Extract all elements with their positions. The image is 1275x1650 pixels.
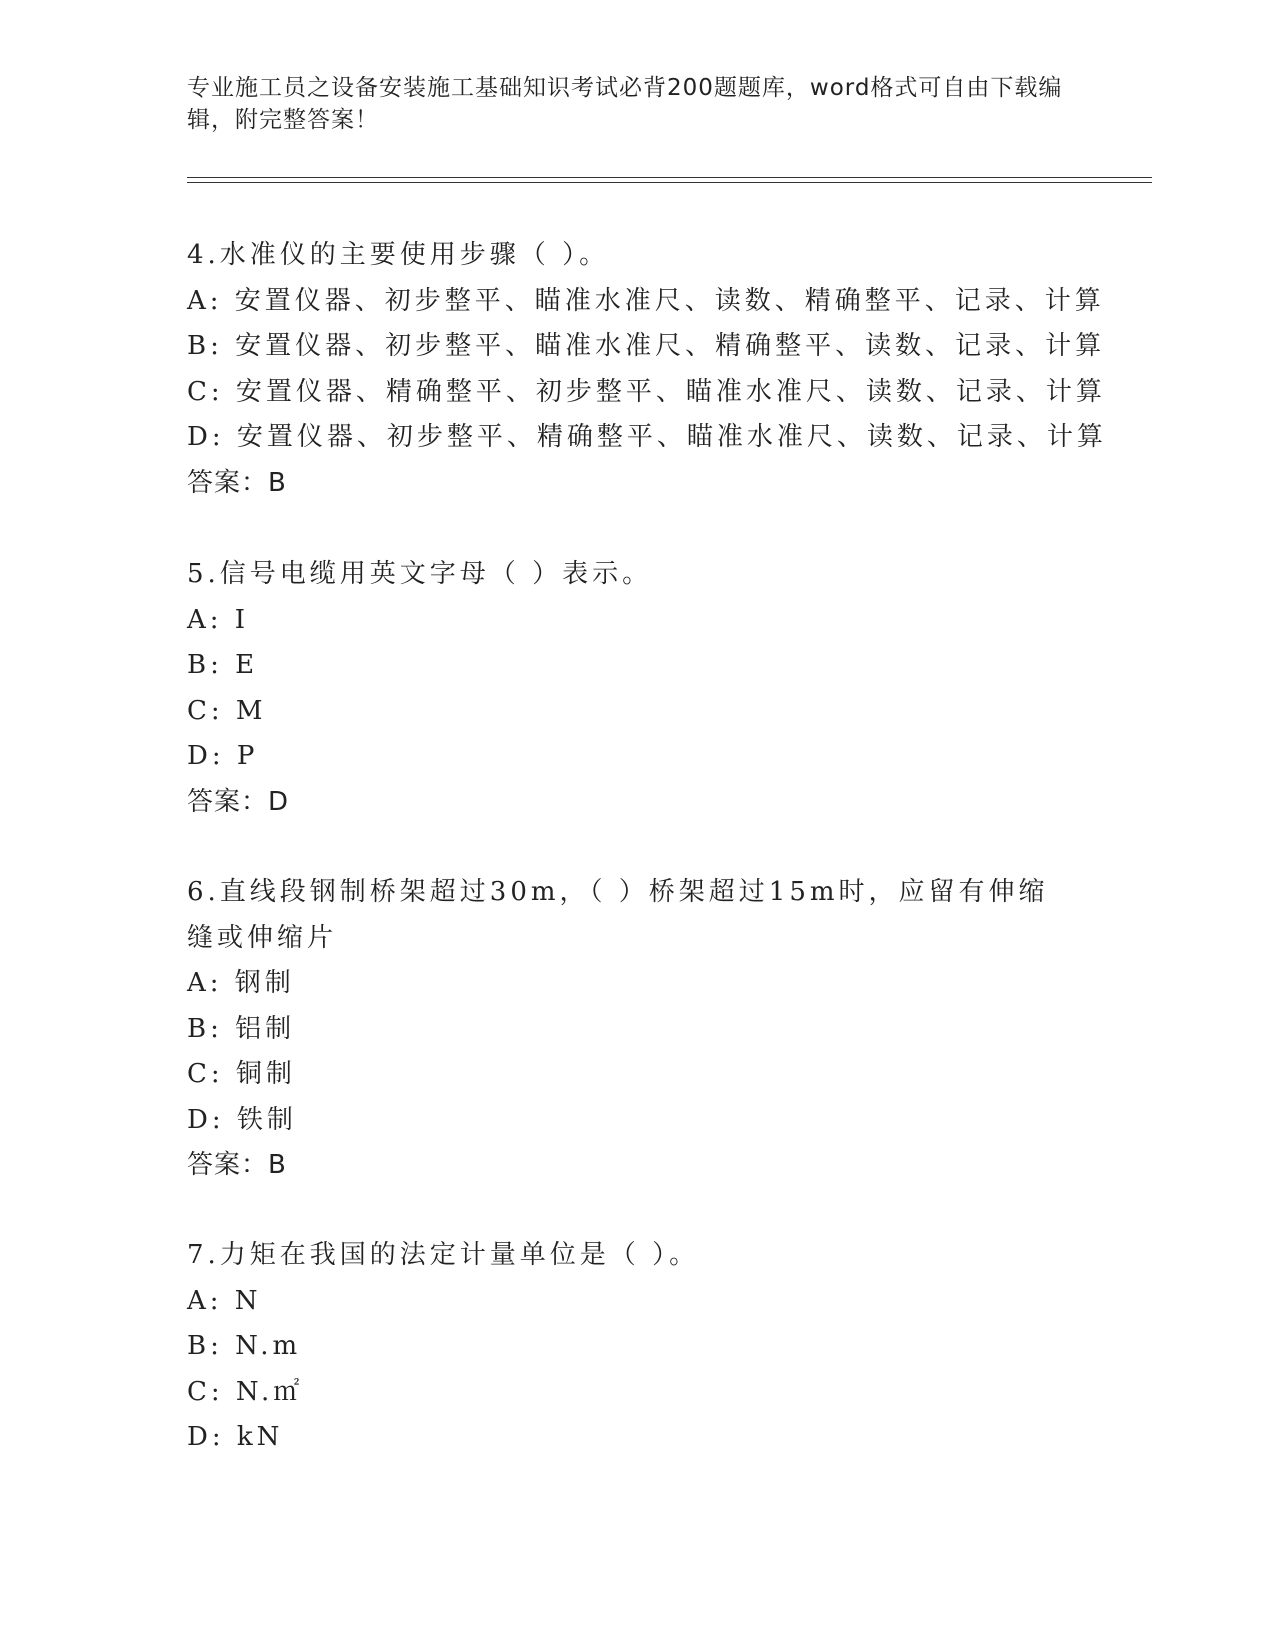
option-a: A: 安置仪器、初步整平、瞄准水准尺、读数、精确整平、记录、计算 xyxy=(187,285,1105,316)
answer-line: 答案：D xyxy=(187,786,290,817)
option-a: A: I xyxy=(187,604,250,635)
question-stem: 4.水准仪的主要使用步骤（ ）。 xyxy=(187,240,610,270)
option-c: C: M xyxy=(187,695,267,726)
option-b: B: 安置仪器、初步整平、瞄准水准尺、精确整平、读数、记录、计算 xyxy=(187,331,1106,361)
question-stem: 6.直线段钢制桥架超过30m，（ ）桥架超过15m时，应留有伸缩缝或伸缩片 xyxy=(187,877,1049,953)
question-stem: 5.信号电缆用英文字母（ ）表示。 xyxy=(187,559,653,589)
option-c: C: 安置仪器、精确整平、初步整平、瞄准水准尺、读数、记录、计算 xyxy=(187,376,1106,407)
question-block xyxy=(187,233,1107,506)
option-a: A: N xyxy=(187,1285,262,1316)
option-d: D: P xyxy=(187,741,259,771)
option-b: B: E xyxy=(187,650,259,680)
option-d: D: 铁制 xyxy=(187,1104,297,1135)
option-c: C: 铜制 xyxy=(187,1059,296,1089)
option-b: B: N.m xyxy=(187,1331,302,1361)
question-stem: 7.力矩在我国的法定计量单位是（ ）。 xyxy=(187,1240,700,1270)
header-divider-bottom xyxy=(187,182,1152,183)
option-d: D: 安置仪器、初步整平、精确整平、瞄准水准尺、读数、记录、计算 xyxy=(187,422,1107,452)
document-header: 专业施工员之设备安装施工基础知识考试必背200题题库，word格式可自由下载编辑，附完整答案！ xyxy=(187,75,1063,133)
question-block xyxy=(187,870,1087,1189)
option-d: D: kN xyxy=(187,1422,284,1452)
option-c: C: N.㎡ xyxy=(187,1376,304,1407)
option-b: B: 铝制 xyxy=(187,1013,296,1044)
answer-line: 答案：B xyxy=(187,467,287,498)
header-divider-top xyxy=(187,177,1152,178)
answer-line: 答案：B xyxy=(187,1150,287,1180)
question-block xyxy=(187,1233,1087,1461)
question-block xyxy=(187,552,1087,825)
option-a: A: 钢制 xyxy=(187,968,295,998)
